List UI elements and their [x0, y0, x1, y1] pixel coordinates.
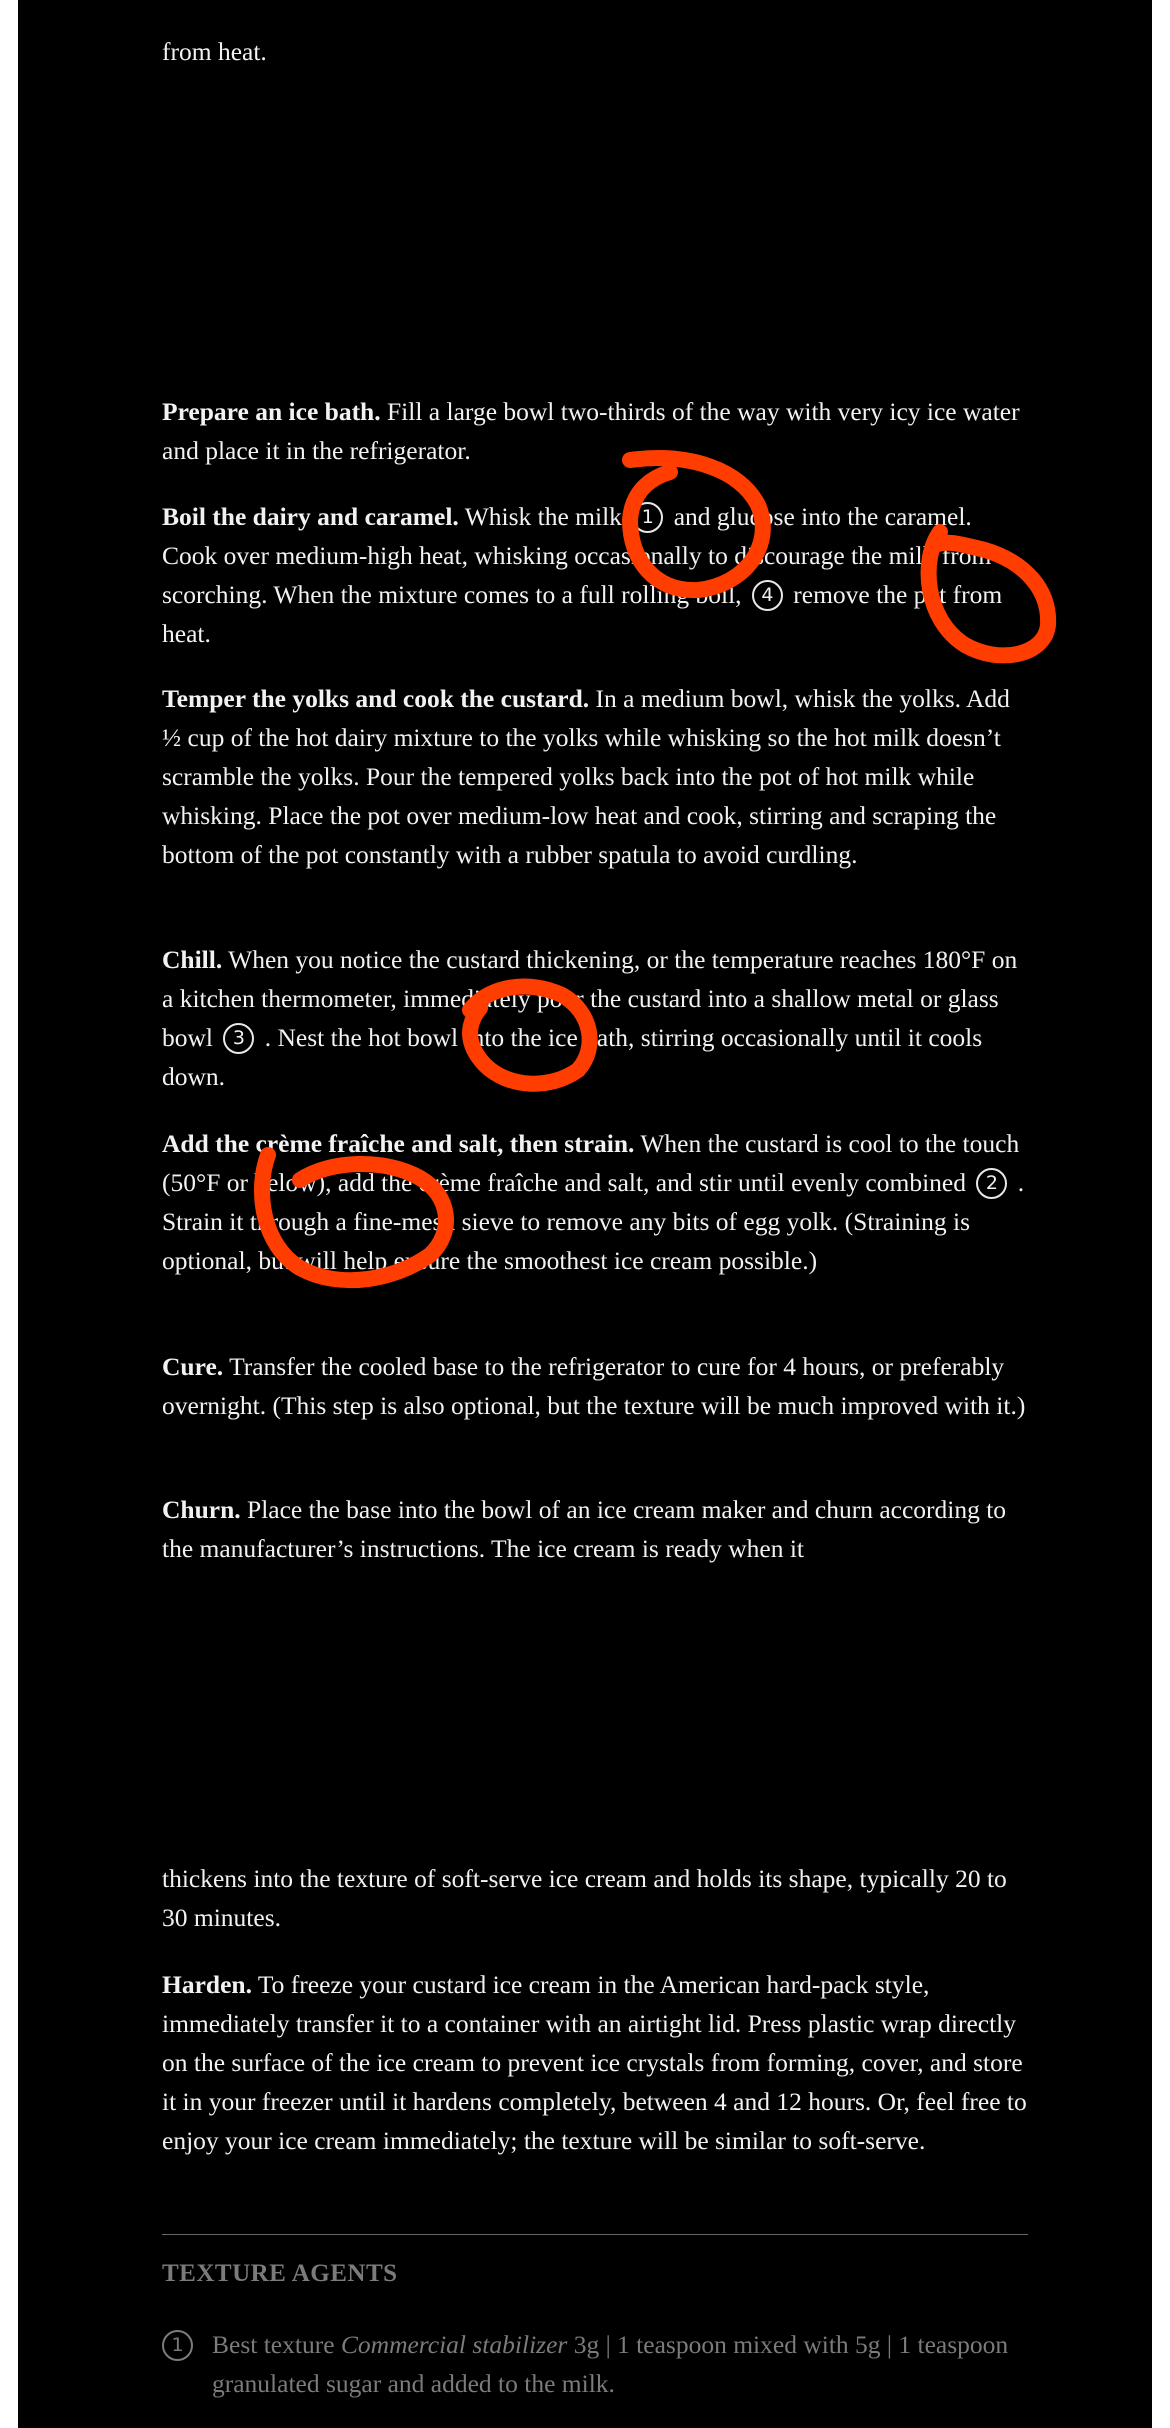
- step-text: Transfer the cooled base to the refrigerator to cure for 4 hours, or preferably overnight. (This step is also optional, but the texture will be much improved with it.): [162, 1352, 1026, 1420]
- step-text: remove the pot from heat.: [162, 580, 1003, 648]
- step-text: When the custard is cool to the touch (50°F or below), add the crème fraîche and salt, and stir until evenly combined: [162, 1129, 1020, 1197]
- step-text: To freeze your custard ice cream in the American hard-pack style, immediately transfer it to a container with an airtight lid. Press plastic wrap directly on the surface of the ice cream to prevent ice crystals from forming, cover, and store it in your freezer until it hardens completely, between 4 and 12 hours. Or, feel free to enjoy your ice cream immediately; the texture will be similar to soft-serve.: [162, 1970, 1027, 2155]
- previous-step-fragment: [162, 37, 1028, 92]
- step-cure: [162, 1347, 1028, 1425]
- step-title: Cure.: [162, 1352, 224, 1381]
- fragment-text: from heat.: [162, 37, 267, 66]
- step-churn: [162, 1490, 1028, 1568]
- step-churn-continued: [162, 1859, 1028, 1937]
- step-text: . Strain it through a fine-mesh sieve to remove any bits of egg yolk. (Straining is optional, but will help ensure the smoothest ice cream possible.): [162, 1168, 1025, 1275]
- step-title: Boil the dairy and caramel.: [162, 502, 459, 531]
- step-add-creme-fraiche: [162, 1124, 1028, 1280]
- step-text: Whisk the milk: [458, 502, 629, 531]
- section-divider: [162, 2234, 1028, 2235]
- step-text: thickens into the texture of soft-serve ice cream and holds its shape, typically 20 to 30 minutes.: [162, 1864, 1007, 1932]
- texture-agent-marker-3[interactable]: 3: [223, 1023, 254, 1054]
- step-text: In a medium bowl, whisk the yolks. Add ½ cup of the hot dairy mixture to the yolks while whisking so the hot milk doesn’t scramble the yolks. Pour the tempered yolks back into the pot of hot milk while whisking. Place the pot over medium-low heat and cook, stirring and scraping the bottom of the pot constantly with a rubber spatula to avoid curdling.: [162, 684, 1010, 869]
- step-title: Chill.: [162, 945, 223, 974]
- step-text: and glucose into the caramel. Cook over medium-high heat, whisking occasionally to discourage the milk from scorching. When the mixture comes to a full rolling boil,: [162, 502, 992, 609]
- texture-agents-heading: TEXTURE AGENTS: [162, 2260, 398, 2287]
- recipe-page: [18, 0, 1152, 2428]
- step-boil-dairy: [162, 497, 1028, 653]
- note-text: 3g | 1 teaspoon mixed with 5g | 1 teaspoon granulated sugar and added to the milk.: [212, 2330, 1009, 2398]
- texture-agent-note-1: [162, 2325, 1028, 2403]
- step-title: Prepare an ice bath.: [162, 397, 381, 426]
- texture-agent-marker-2[interactable]: 2: [976, 1168, 1007, 1199]
- texture-agent-marker-4[interactable]: 4: [752, 580, 783, 611]
- step-prepare-ice-bath: [162, 392, 1028, 470]
- step-title: Temper the yolks and cook the custard.: [162, 684, 590, 713]
- note-lead: Best texture: [212, 2330, 341, 2359]
- texture-agent-marker-1[interactable]: 1: [632, 502, 663, 533]
- step-chill: [162, 940, 1028, 1096]
- note-italic: Commercial stabilizer: [340, 2330, 568, 2359]
- step-title: Add the crème fraîche and salt, then strain.: [162, 1129, 635, 1158]
- step-title: Churn.: [162, 1495, 241, 1524]
- step-temper-yolks: [162, 679, 1028, 874]
- step-text: Place the base into the bowl of an ice cream maker and churn according to the manufacturer’s instructions. The ice cream is ready when it: [162, 1495, 1007, 1563]
- step-text: When you notice the custard thickening, or the temperature reaches 180°F on a kitchen thermometer, immediately pour the custard into a shallow metal or glass bowl: [162, 945, 1018, 1052]
- step-text: . Nest the hot bowl into the ice bath, stirring occasionally until it cools down.: [162, 1023, 983, 1091]
- step-harden: [162, 1965, 1028, 2160]
- step-text: Fill a large bowl two-thirds of the way with very icy ice water and place it in the refrigerator.: [162, 397, 1020, 465]
- step-title: Harden.: [162, 1970, 252, 1999]
- note-marker: 1: [162, 2330, 193, 2361]
